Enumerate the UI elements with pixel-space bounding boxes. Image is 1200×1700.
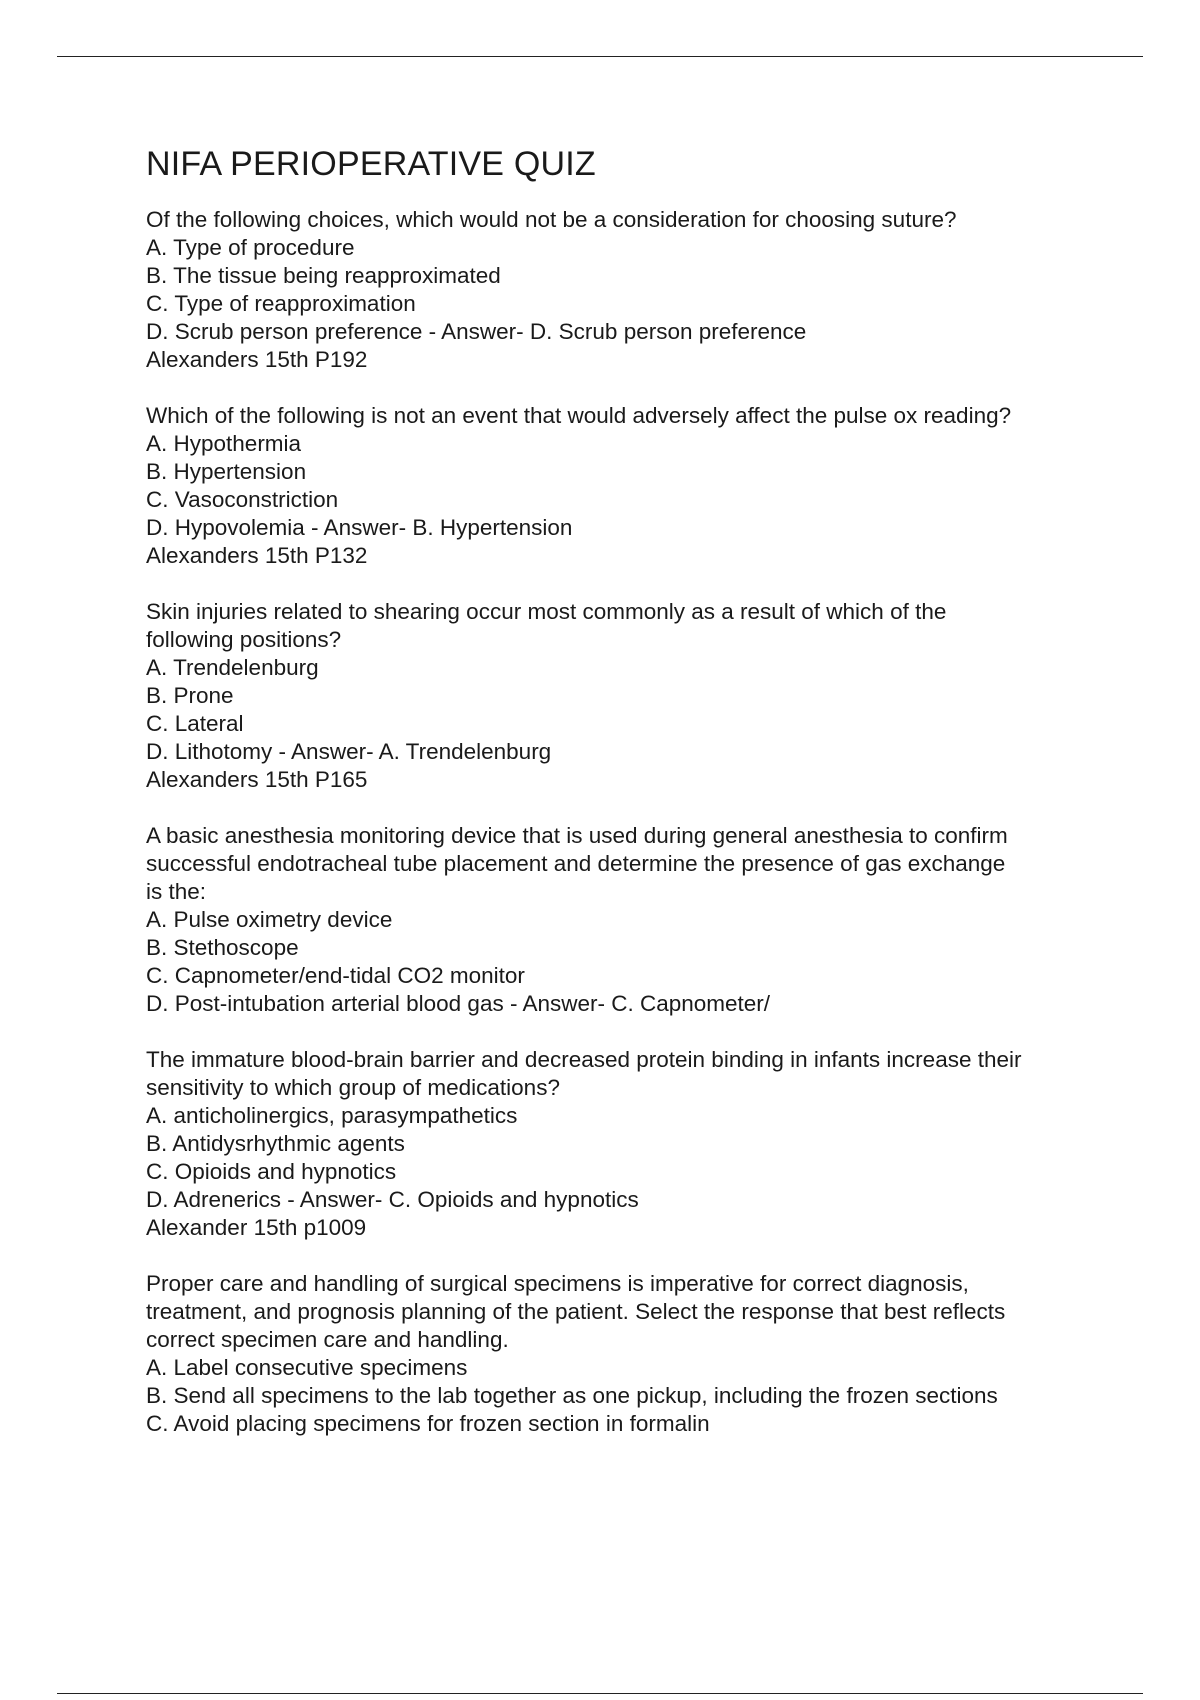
question-stem: Of the following choices, which would not be a consideration for choosing suture? — [146, 207, 957, 232]
answer-option: A. Type of procedure — [146, 235, 355, 260]
question-list — [146, 206, 1106, 1438]
reference-citation: Alexanders 15th P132 — [146, 543, 368, 568]
bottom-divider — [57, 1693, 1143, 1694]
question-block — [146, 598, 1106, 794]
question-stem: successful endotracheal tube placement and determine the presence of gas exchange — [146, 851, 1006, 876]
reference-citation: Alexander 15th p1009 — [146, 1215, 367, 1240]
answer-option: D. Adrenerics - Answer- C. Opioids and hypnotics — [146, 1187, 639, 1212]
question-stem: A basic anesthesia monitoring device that is used during general anesthesia to confirm — [146, 823, 1008, 848]
question-stem: following positions? — [146, 627, 342, 652]
question-stem: correct specimen care and handling. — [146, 1327, 509, 1352]
reference-citation: Alexanders 15th P192 — [146, 347, 368, 372]
answer-option: B. The tissue being reapproximated — [146, 263, 501, 288]
question-stem: Skin injuries related to shearing occur most commonly as a result of which of the — [146, 599, 947, 624]
answer-option: D. Lithotomy - Answer- A. Trendelenburg — [146, 739, 552, 764]
answer-option: A. Trendelenburg — [146, 655, 319, 680]
answer-option: A. Hypothermia — [146, 431, 302, 456]
answer-option: B. Antidysrhythmic agents — [146, 1131, 405, 1156]
answer-option: D. Hypovolemia - Answer- B. Hypertension — [146, 515, 573, 540]
answer-option: C. Opioids and hypnotics — [146, 1159, 397, 1184]
answer-option: B. Send all specimens to the lab together as one pickup, including the frozen sections — [146, 1383, 998, 1408]
answer-option: C. Type of reapproximation — [146, 291, 416, 316]
top-divider — [57, 56, 1143, 57]
answer-option: A. Label consecutive specimens — [146, 1355, 468, 1380]
answer-option: C. Capnometer/end-tidal CO2 monitor — [146, 963, 525, 988]
question-stem: treatment, and prognosis planning of the patient. Select the response that best reflects — [146, 1299, 1006, 1324]
question-block — [146, 822, 1106, 1018]
reference-citation: Alexanders 15th P165 — [146, 767, 368, 792]
question-block — [146, 1270, 1106, 1438]
answer-option: B. Hypertension — [146, 459, 307, 484]
answer-option: B. Prone — [146, 683, 234, 708]
answer-option: C. Avoid placing specimens for frozen section in formalin — [146, 1411, 710, 1436]
answer-option: D. Post-intubation arterial blood gas - Answer- C. Capnometer/ — [146, 991, 771, 1016]
answer-option: D. Scrub person preference - Answer- D. Scrub person preference — [146, 319, 807, 344]
answer-option: A. Pulse oximetry device — [146, 907, 393, 932]
question-stem: sensitivity to which group of medications? — [146, 1075, 560, 1100]
question-stem: The immature blood-brain barrier and decreased protein binding in infants increase their — [146, 1047, 1022, 1072]
answer-option: C. Lateral — [146, 711, 244, 736]
question-block — [146, 1046, 1106, 1242]
document-body — [146, 144, 1106, 1466]
question-stem: Proper care and handling of surgical specimens is imperative for correct diagnosis, — [146, 1271, 969, 1296]
question-stem: Which of the following is not an event that would adversely affect the pulse ox reading? — [146, 403, 1012, 428]
question-stem: is the: — [146, 879, 207, 904]
answer-option: B. Stethoscope — [146, 935, 299, 960]
answer-option: C. Vasoconstriction — [146, 487, 339, 512]
question-block — [146, 402, 1106, 570]
document-title: NIFA PERIOPERATIVE QUIZ — [146, 145, 596, 183]
answer-option: A. anticholinergics, parasympathetics — [146, 1103, 518, 1128]
question-block — [146, 206, 1106, 374]
